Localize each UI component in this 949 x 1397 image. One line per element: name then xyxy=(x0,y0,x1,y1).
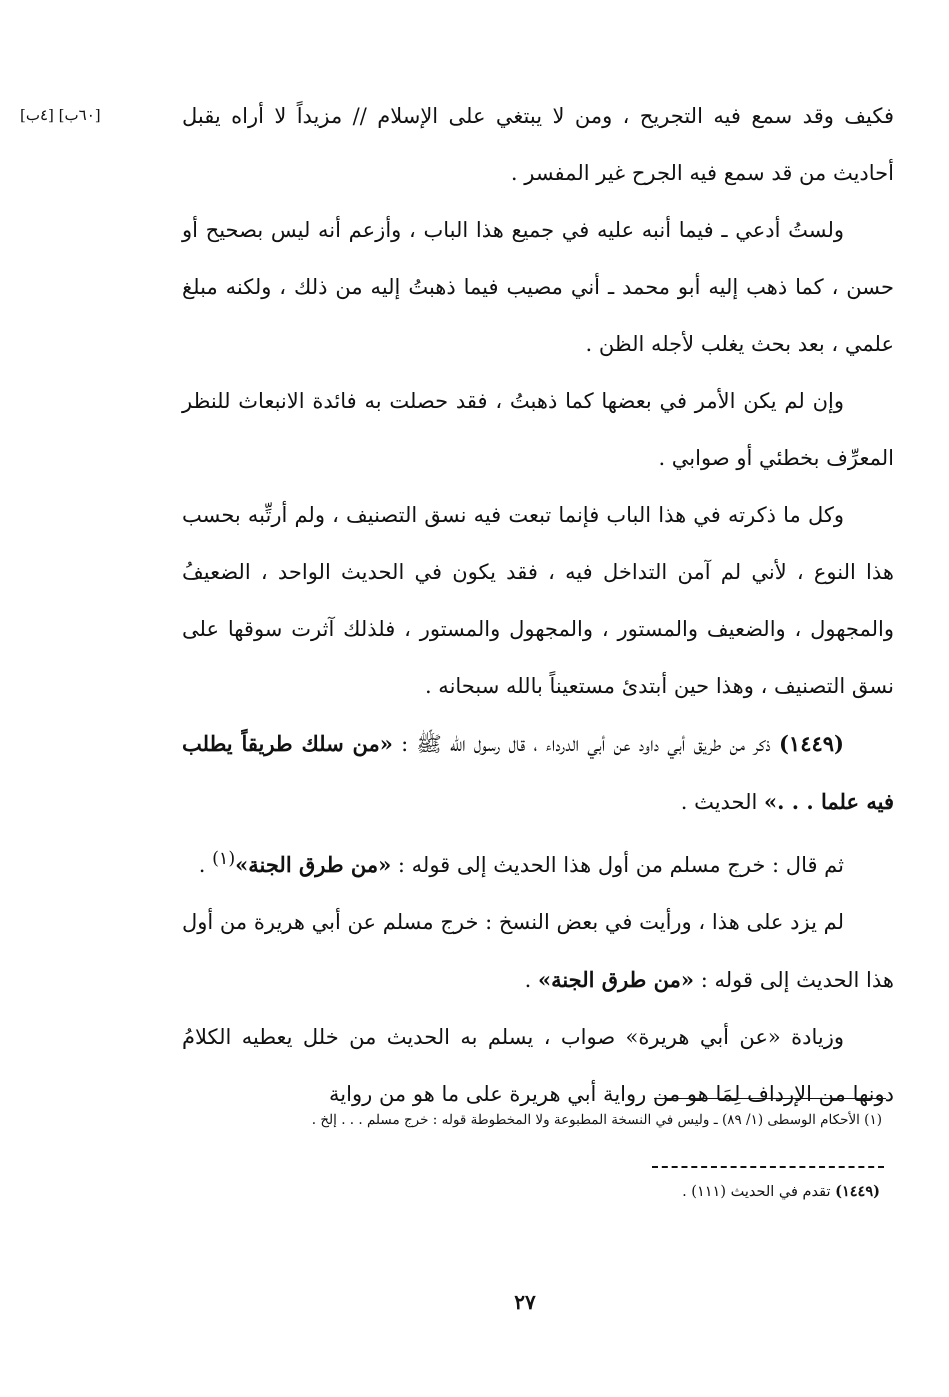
hadith-quote: «من سلك طريقاً يطلب فيه علما . . .» xyxy=(182,731,894,814)
paragraph-8: وزيادة «عن أبي هريرة» صواب ، يسلم به الحديث من خلل يعطيه الكلامُ دونها من الإرداف لِمَا هو من رواية أبي هريرة على ما هو من رواية xyxy=(182,1025,894,1106)
gloss-divider xyxy=(652,1166,884,1168)
quote-min-turuq-al-janna-2: «من طرق الجنة» xyxy=(537,967,695,992)
paragraph-6-tail: . xyxy=(198,853,213,877)
footnote-1: (١) الأحكام الوسطى (١/ ٨٩) ـ وليس في النسخة المطبوعة ولا المخطوطة قوله : خرج مسلم . . . إلخ . xyxy=(311,1112,882,1128)
main-text xyxy=(182,88,894,1123)
footnote-marker: (١) xyxy=(212,849,236,869)
paragraph-3: وإن لم يكن الأمر في بعضها كما ذهبتُ ، فقد حصلت به فائدة الانبعاث للنظر المعرِّف بخطئي أو صوابي . xyxy=(182,389,894,470)
paragraph-7-tail: . xyxy=(524,968,538,992)
paragraph-6-text: ثم قال : خرج مسلم من أول هذا الحديث إلى قوله : xyxy=(391,853,844,877)
paragraph-6 xyxy=(182,831,894,894)
paragraph-4: وكل ما ذكرته في هذا الباب فإنما تبعت فيه نسق التصنيف ، ولم أرتِّبه بحسب هذا النوع ، لأني لم آمن التداخل فيه ، فقد يكون في الحديث الواحد ، الضعيفُ والمجهول ، والضعيف والمستور ، والمجهول والمستور ، فلذلك آثرت سوقها على نسق التصنيف ، وهذا حين أبتدئ مستعيناً بالله سبحانه . xyxy=(182,503,894,698)
editor-gloss xyxy=(500,1180,880,1204)
margin-manuscript-reference: [٦٠ب] [٤ب] xyxy=(20,106,101,124)
gloss-text: تقدم في الحديث (١١١) . xyxy=(682,1184,836,1200)
paragraph-2: ولستُ أدعي ـ فيما أنبه عليه في جميع هذا الباب ، وأزعم أنه ليس بصحيح أو حسن ، كما ذهب إليه أبو محمد ـ أني مصيب فيما ذهبتُ إليه من ذلك ، ولكنه مبلغ علمي ، بعد بحث يغلب لأجله الظن . xyxy=(182,218,894,356)
gloss-number: (١٤٤٩) xyxy=(835,1183,880,1200)
page-number: ٢٧ xyxy=(514,1290,536,1314)
paragraph-7 xyxy=(182,894,894,1009)
hadith-number: (١٤٤٩) xyxy=(778,731,844,756)
footnote-divider xyxy=(654,1098,886,1099)
paragraph-1: فكيف وقد سمع فيه التجريح ، ومن لا يبتغي على الإسلام // مزيداً لا أراه يقبل أحاديث من قد سمع فيه الجرح غير المفسر . xyxy=(182,104,894,185)
paragraph-7-text: لم يزد على هذا ، ورأيت في بعض النسخ : خرج مسلم عن أبي هريرة من أول هذا الحديث إلى قوله : xyxy=(182,910,894,992)
quote-min-turuq-al-janna: «من طرق الجنة» xyxy=(235,852,392,877)
paragraph-5 xyxy=(182,715,894,831)
hadith-tail: الحديث . xyxy=(680,790,765,814)
hadith-intro: ذكر من طريق أبي داود عن أبي الدرداء ، قال رسول الله ﷺ : xyxy=(392,732,779,756)
